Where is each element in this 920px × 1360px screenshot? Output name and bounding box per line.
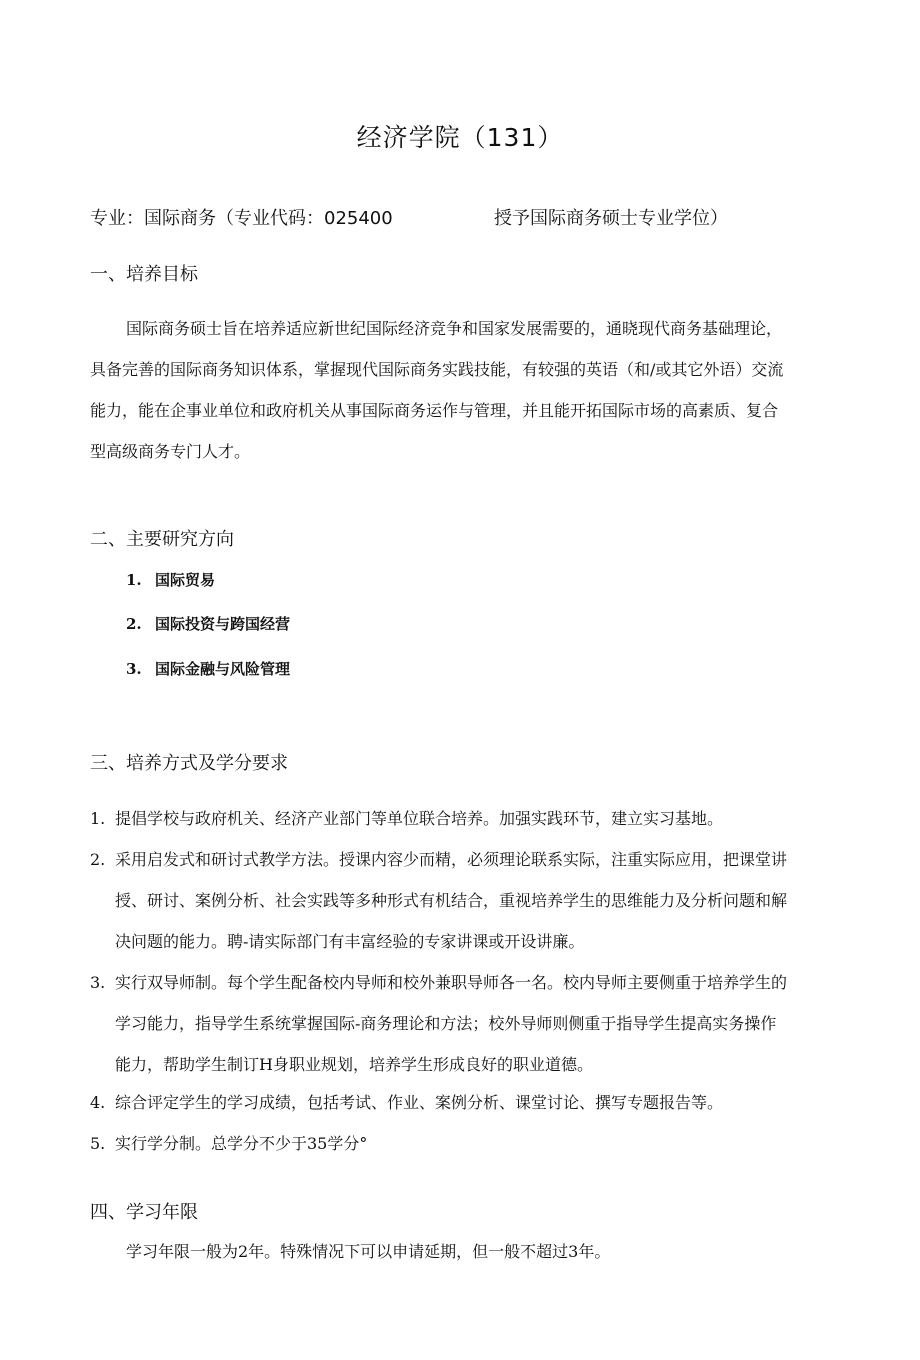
page-title: 经济学院（131） — [356, 123, 564, 152]
direction-number: 1. — [126, 571, 142, 589]
direction-item — [126, 569, 215, 590]
direction-text: 国际金融与风险管理 — [155, 660, 291, 678]
section-heading-objectives: 一、培养目标 — [90, 264, 198, 285]
major-line — [90, 204, 728, 230]
requirement-text: 提倡学校与政府机关、经济产业部门等单位联合培养。加强实践环节，建立实习基地。 — [115, 809, 724, 828]
requirement-item — [90, 962, 790, 1085]
direction-item — [126, 613, 290, 634]
requirement-number: 3. — [90, 973, 106, 992]
direction-number: 2. — [126, 615, 142, 633]
requirement-item — [90, 839, 790, 962]
direction-text: 国际贸易 — [155, 571, 216, 589]
requirement-item — [90, 1123, 790, 1164]
requirement-text: 实行学分制。总学分不少于35学分° — [115, 1134, 368, 1153]
direction-item — [126, 658, 290, 679]
requirement-number: 1. — [90, 809, 106, 828]
section-heading-training-methods: 三、培养方式及学分要求 — [90, 753, 288, 774]
requirement-number: 2. — [90, 850, 106, 869]
requirement-text: 实行双导师制。每个学生配备校内导师和校外兼职导师各一名。校内导师主要侧重于培养学生的学习能力，指导学生系统掌握国际-商务理论和方法；校外导师则侧重于指导学生提高实务操作能力，帮助学生制订H身职业规划，培养学生形成良好的职业道德。 — [115, 973, 788, 1074]
major-label: 专业：国际商务（专业代码：025400 — [90, 208, 393, 229]
requirement-item — [90, 1082, 790, 1123]
requirement-number: 4. — [90, 1093, 106, 1112]
direction-number: 3. — [126, 660, 142, 678]
requirement-item — [90, 798, 790, 839]
section-heading-research-directions: 二、主要研究方向 — [90, 529, 234, 550]
direction-text: 国际投资与跨国经营 — [155, 615, 291, 633]
section-heading-study-duration: 四、学习年限 — [90, 1202, 198, 1223]
requirement-text: 综合评定学生的学习成绩，包括考试、作业、案例分析、课堂讨论、撰写专题报告等。 — [115, 1093, 724, 1112]
requirement-text: 采用启发式和研讨式教学方法。授课内容少而精，必须理论联系实际，注重实际应用，把课堂讲授、研讨、案例分析、社会实践等多种形式有机结合，重视培养学生的思维能力及分析问题和解决问题的能力。聘-请实际部门有丰富经验的专家讲课或开设讲廉。 — [115, 850, 788, 951]
objectives-text: 国际商务硕士旨在培养适应新世纪国际经济竞争和国家发展需要的，通晓现代商务基础理论，具备完善的国际商务知识体系，掌握现代国际商务实践技能，有较强的英语（和/或其它外语）交流能力，能在企事业单位和政府机关从事国际商务运作与管理，并且能开拓国际市场的高素质、复合型高级商务专门人才。 — [90, 319, 784, 461]
objectives-paragraph — [90, 308, 790, 472]
study-duration-text: 学习年限一般为2年。特殊情况下可以申请延期，但一般不超过3年。 — [126, 1242, 611, 1261]
requirement-number: 5. — [90, 1134, 106, 1153]
degree-label: 授予国际商务硕士专业学位） — [494, 208, 728, 229]
